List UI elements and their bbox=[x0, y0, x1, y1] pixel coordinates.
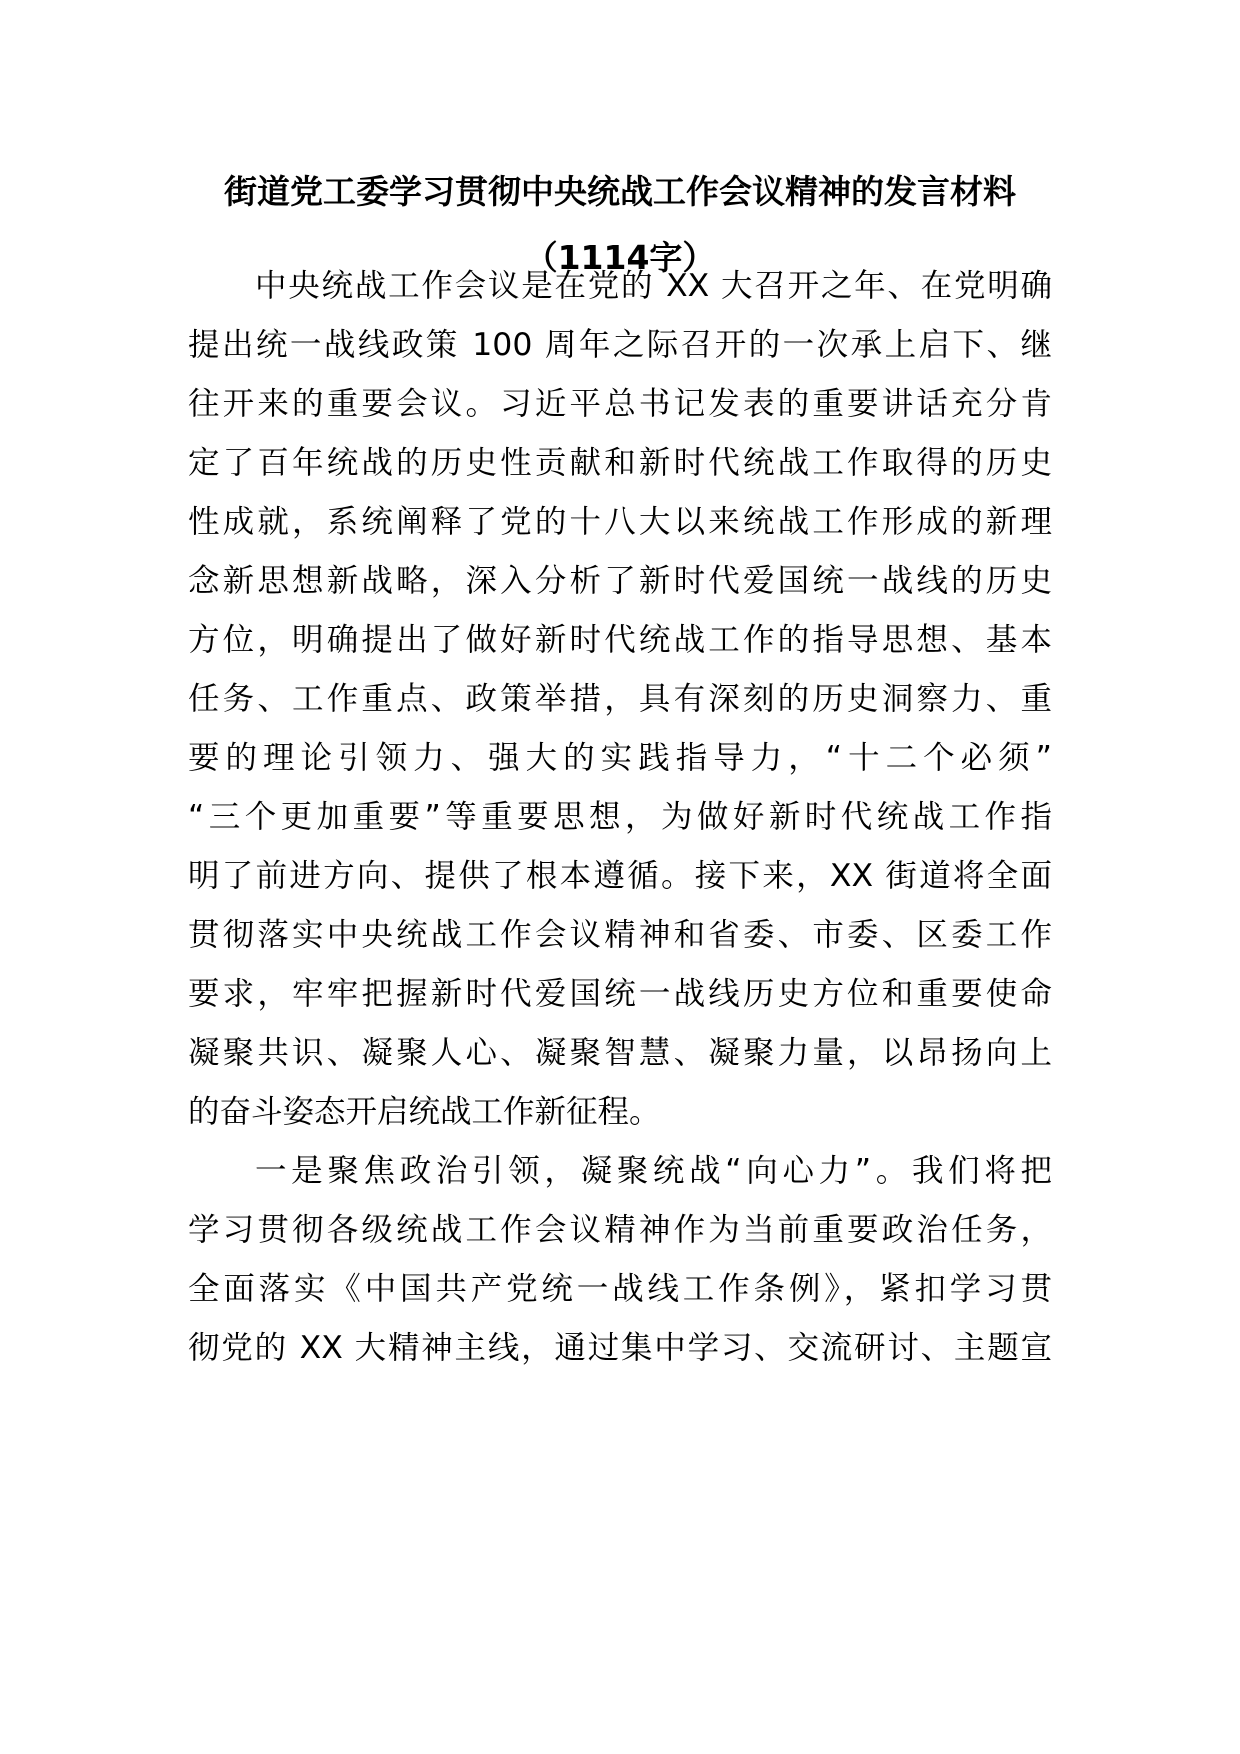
paragraph-line: 要的理论引领力、强大的实践指导力，“十二个必须” bbox=[188, 740, 1052, 776]
paragraph-line: 任务、工作重点、政策举措，具有深刻的历史洞察力、重 bbox=[188, 681, 1052, 717]
paragraph-line: 全面落实《中国共产党统一战线工作条例》，紧扣学习贯 bbox=[188, 1271, 1052, 1307]
paragraph-line: 明了前进方向、提供了根本遵循。接下来，XX 街道将全面 bbox=[188, 858, 1052, 894]
paragraph-line: 中央统战工作会议是在党的 XX 大召开之年、在党明确 bbox=[255, 268, 1052, 304]
paragraph-line: 贯彻落实中央统战工作会议精神和省委、市委、区委工作 bbox=[188, 917, 1052, 953]
document-title: 街道党工委学习贯彻中央统战工作会议精神的发言材料 bbox=[224, 172, 1016, 211]
paragraph-line: 提出统一战线政策 100 周年之际召开的一次承上启下、继 bbox=[188, 327, 1052, 363]
paragraph-line: 要求，牢牢把握新时代爱国统一战线历史方位和重要使命 bbox=[188, 976, 1052, 1012]
paragraph-line: 念新思想新战略，深入分析了新时代爱国统一战线的历史 bbox=[188, 563, 1052, 599]
paragraph-line: 的奋斗姿态开启统战工作新征程。 bbox=[188, 1094, 661, 1130]
paragraph-line: 一是聚焦政治引领，凝聚统战“向心力”。我们将把 bbox=[255, 1153, 1052, 1189]
paragraph-line: 性成就，系统阐释了党的十八大以来统战工作形成的新理 bbox=[188, 504, 1052, 540]
paragraph-line: 学习贯彻各级统战工作会议精神作为当前重要政治任务， bbox=[188, 1212, 1052, 1248]
paragraph-line: 方位，明确提出了做好新时代统战工作的指导思想、基本 bbox=[188, 622, 1052, 658]
paragraph-line: 凝聚共识、凝聚人心、凝聚智慧、凝聚力量，以昂扬向上 bbox=[188, 1035, 1052, 1071]
paragraph-line: “三个更加重要”等重要思想，为做好新时代统战工作指 bbox=[188, 799, 1052, 835]
document-subtitle: （1114字） bbox=[524, 238, 716, 277]
paragraph-line: 彻党的 XX 大精神主线，通过集中学习、交流研讨、主题宣 bbox=[188, 1330, 1052, 1366]
paragraph-line: 往开来的重要会议。习近平总书记发表的重要讲话充分肯 bbox=[188, 386, 1052, 422]
paragraph-line: 定了百年统战的历史性贡献和新时代统战工作取得的历史 bbox=[188, 445, 1052, 481]
